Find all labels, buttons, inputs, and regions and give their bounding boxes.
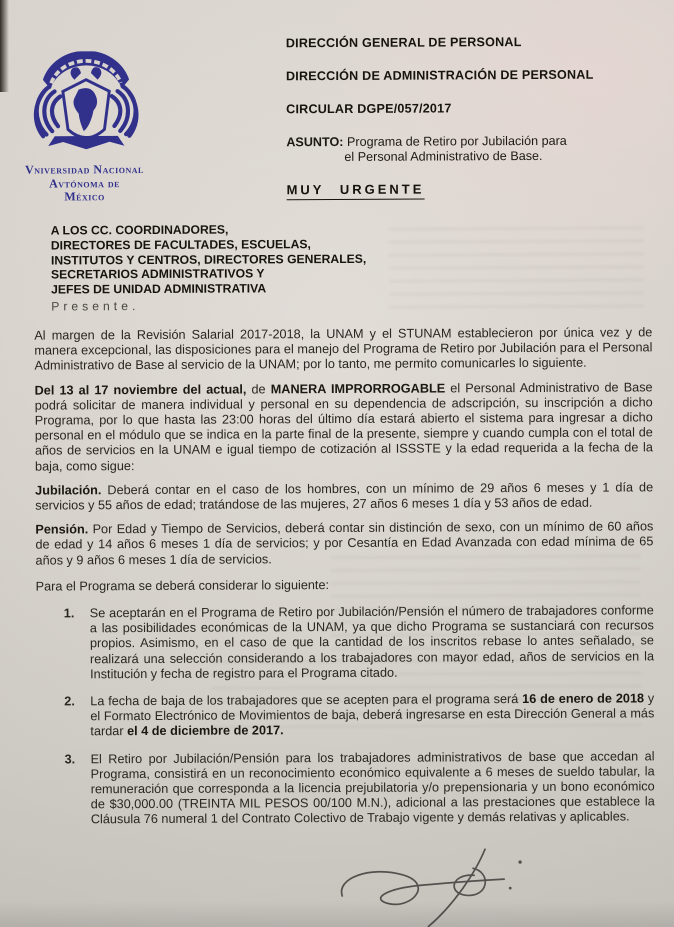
presente-line: Presente. — [51, 299, 140, 314]
list-item-number: 3. — [64, 752, 76, 767]
bold-date-range: Del 13 al 17 noviembre del actual, — [34, 382, 247, 398]
text-segment: y el Formato Electrónico de Movimientos de baja, deberá ingresarse en esta Dirección General a más tardar — [90, 691, 655, 739]
list-item-text — [90, 691, 654, 740]
list-intro: Para el Programa se deberá considerar lo siguiente: — [35, 577, 330, 594]
institution-line: Avtónoma de — [49, 175, 121, 191]
list-item — [36, 603, 654, 682]
bold-deadline-date: el 4 de diciembre de 2017. — [127, 723, 284, 739]
institution-name — [0, 163, 168, 204]
list-item — [37, 749, 655, 828]
list-item-text — [91, 749, 655, 828]
subject-line — [286, 133, 658, 165]
text-segment: La fecha de baja de los trabajadores que se acepten para el programa será — [90, 692, 523, 709]
text-segment: El Retiro por Jubilación/Pensión para los trabajadores administrativos de base que accedan al Programa, consistirá en un reconocimiento económico equivalente a 6 meses de sueldo tabular, la remuneración que corresponda a la licencia prejubilatoria y/o prepensionaria y un bono económico de $30,000.00 (TREINTA MIL PESOS 00/100 M.N.), adicional a las prestaciones que establece la Cláusula 76 numeral 1 del Contrato Colectivo de Trabajo vigente y demás relativas y aplicables. — [90, 749, 655, 827]
numbered-list — [36, 603, 655, 828]
letter-body — [34, 325, 655, 840]
institution-line: Vniversidad Nacional — [25, 162, 144, 177]
addressee-line: INSTITUTOS Y CENTROS, DIRECTORES GENERALES, — [50, 251, 367, 268]
list-item-number: 1. — [63, 606, 75, 621]
addressee-line: A LOS CC. COORDINADORES, — [50, 222, 229, 238]
institution-line: México — [64, 189, 105, 204]
pension-lead: Pensión. — [35, 522, 89, 537]
addressee-block — [51, 222, 411, 315]
bleedthrough-texture — [389, 226, 644, 309]
paragraph-jubilacion — [35, 480, 653, 514]
bold-baja-date: 16 de enero de 2018 — [522, 691, 645, 707]
letterhead-block — [286, 34, 659, 200]
subject-text-line2: el Personal Administrativo de Base. — [344, 148, 543, 164]
circular-number: CIRCULAR DGPE/057/2017 — [286, 101, 452, 117]
list-item-number: 2. — [64, 694, 75, 709]
addressee-line: DIRECTORES DE FACULTADES, ESCUELAS, — [50, 236, 311, 253]
paragraph-dates — [35, 380, 653, 474]
text-segment: Se aceptarán en el Programa de Retiro por Jubilación/Pensión el número de trabajadores conforme a las posibilidades económicas de la UNAM, ya que dicho Programa se sustanciará con recursos propios. Asimismo, en el caso de que la cantidad de los inscritos rebase lo antes señalado, se realizará una selección considerando a los trabajadores con mayor edad, años de servicios en la Institución y fecha de registro para el Programa citado. — [89, 603, 655, 682]
text-segment: Por Edad y Tiempo de Servicios, deberá contar sin distinción de sexo, con un mínimo de 60 años de edad y 14 años 6 meses 1 día de servicios; y por Cesantía en Edad Avanzada con edad mínima de 65 años y 9 años 6 meses 1 día de servicios. — [35, 519, 654, 568]
jubilacion-lead: Jubilación. — [35, 483, 102, 498]
text-segment: Deberá contar en el caso de los hombres, con un mínimo de 29 años 6 meses y 1 día de servicios y 55 años de edad; tratándose de las mujeres, 27 años 6 meses 1 día y 53 años de edad. — [35, 480, 654, 513]
subject-label: ASUNTO: — [286, 134, 344, 150]
unam-crest-icon — [28, 51, 145, 156]
addressee-line: JEFES DE UNIDAD ADMINISTRATIVA — [51, 281, 267, 297]
list-item — [36, 691, 654, 740]
list-item-text — [90, 603, 654, 682]
bold-improrrogable: MANERA IMPRORROGABLE — [270, 381, 446, 396]
sub-department-title: DIRECCIÓN DE ADMINISTRACIÓN DE PERSONAL — [285, 67, 594, 84]
subject-text-line1: Programa de Retiro por Jubilación para — [346, 133, 567, 149]
urgency-stamp: MUY URGENTE — [287, 182, 425, 201]
signature-flourish — [332, 847, 572, 927]
text-segment: de — [246, 381, 271, 397]
paragraph-intro: Al margen de la Revisión Salarial 2017-2018, la UNAM y el STUNAM establecieron por única vez y de manera excepcional, las disposiciones para el manejo del Programa de Retiro por Jubilación para el Personal Administrativo de Base al servicio de la UNAM; por lo tanto, me permito comunicarles lo siguiente. — [34, 325, 653, 373]
department-title: DIRECCIÓN GENERAL DE PERSONAL — [285, 35, 522, 51]
text-segment: el Personal Administrativo de Base podrá solicitar de manera individual y personal en su dependencia de adscripción, su inscripción a dicho Programa, por lo que hasta las 23:00 horas del último día estará abierto el sistema para ingresar a dicho personal en el módulo que se indica en la parte final de la presente, siempre y cuando cumpla con el total de años de servicios en la UNAM e igual tiempo de cotización al ISSSTE y la edad requerida a la fecha de la baja, como sigue: — [34, 379, 653, 474]
paragraph-pension — [35, 520, 653, 569]
addressee-line: SECRETARIOS ADMINISTRATIVOS Y — [50, 266, 265, 282]
